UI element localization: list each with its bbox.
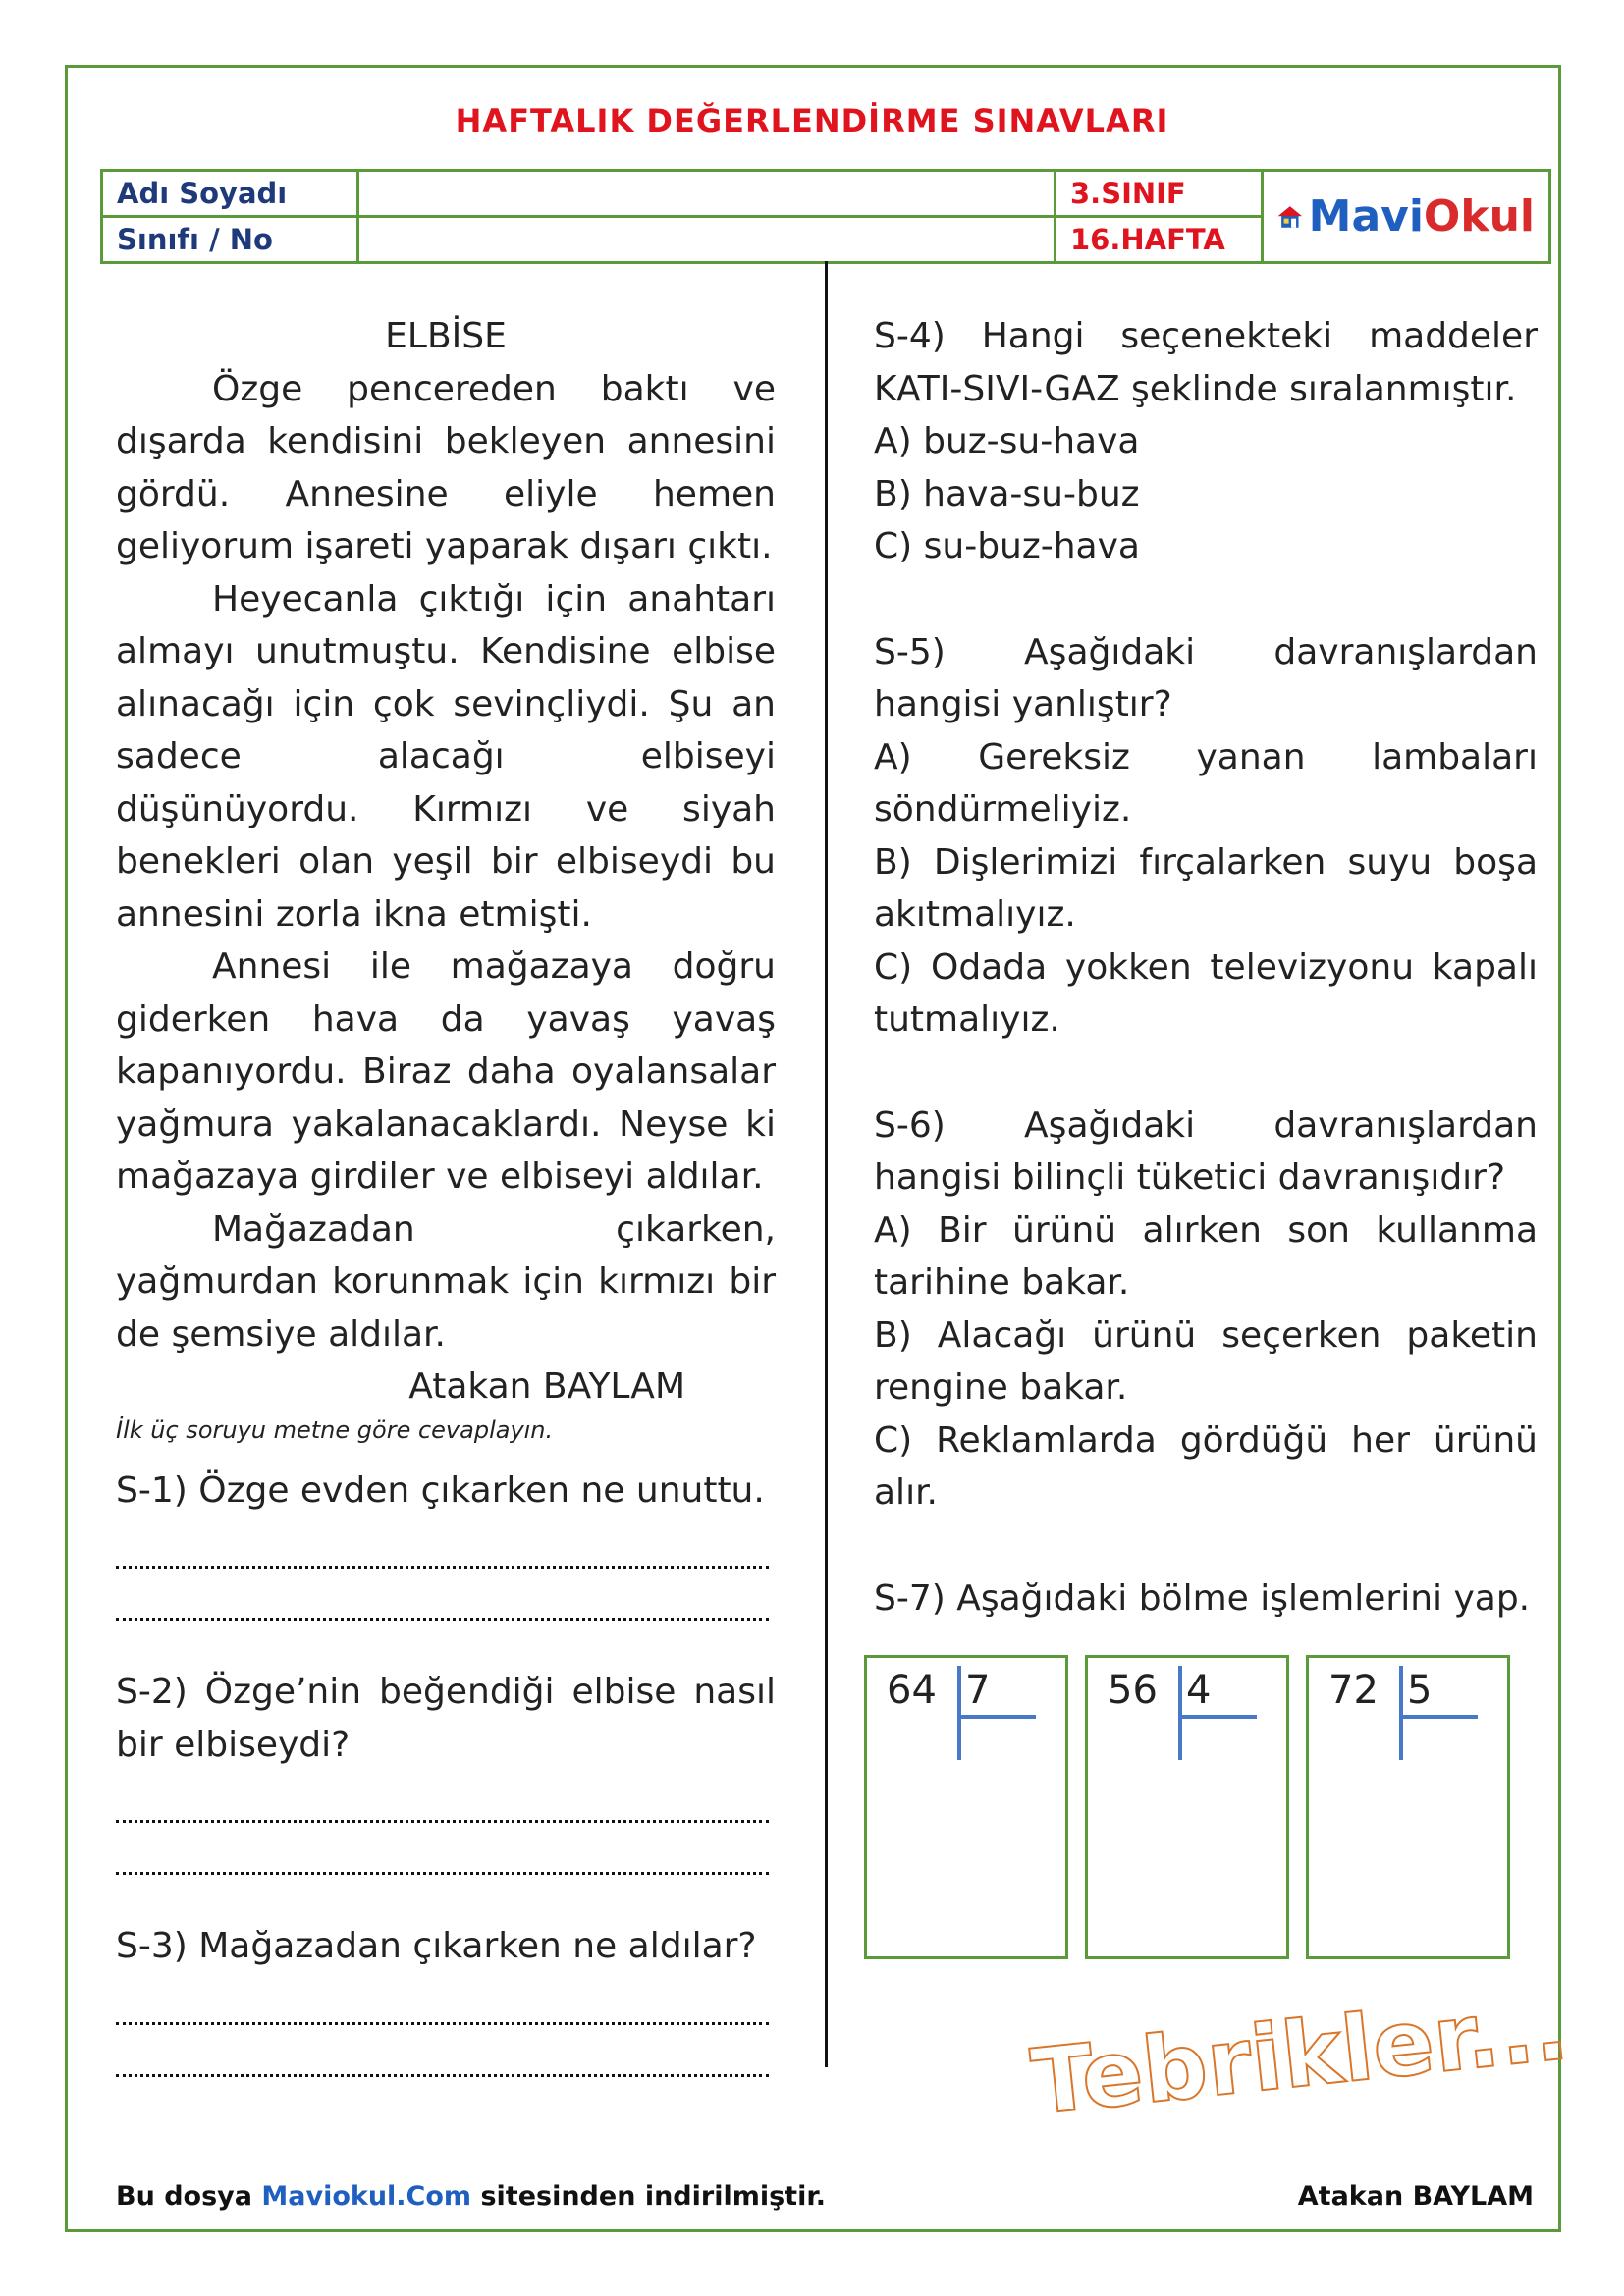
option-item[interactable]: B) Dişlerimizi fırçalarken suyu boşa akıtmalıyız. [874, 841, 1538, 934]
logo-cell [1263, 171, 1550, 263]
division-vertical-line [1178, 1666, 1182, 1760]
story-paragraph: Mağazadan çıkarken, yağmurdan korunmak için kırmızı bir de şemsiye aldılar. [116, 1208, 776, 1355]
option-item[interactable]: C) su-buz-hava [874, 526, 1140, 566]
question-2: S-2) Özge’nin beğendiği elbise nasıl bir elbiseydi? [116, 1672, 776, 1765]
story-paragraph: Heyecanla çıktığı için anahtarı almayı unutmuştu. Kendisine elbise alınacağı için çok sevinçliydi. Şu an sadece alacağı elbiseyi düşünüyordu. Kırmızı ve siyah benekleri olan yeşil bir elbiseydi bu annesini zorla ikna etmişti. [116, 578, 776, 934]
dividend: 72 [1328, 1668, 1379, 1713]
week-label: 16.HAFTA [1056, 217, 1263, 263]
question-6: S-6) Aşağıdaki davranışlardan hangisi bilinçli tüketici davranışıdır? [874, 1104, 1538, 1198]
page-title: HAFTALIK DEĞERLENDİRME SINAVLARI [455, 102, 1169, 139]
division-horizontal-line [1178, 1715, 1257, 1719]
story-title: ELBİSE [385, 316, 507, 356]
question-3: S-3) Mağazadan çıkarken ne aldılar? [116, 1926, 757, 1966]
house-icon [1277, 189, 1303, 244]
division-box[interactable] [1306, 1655, 1510, 1959]
divisor: 7 [965, 1668, 991, 1713]
answer-line[interactable] [116, 1823, 769, 1875]
option-item[interactable]: A) buz-su-hava [874, 421, 1140, 461]
option-item[interactable]: B) hava-su-buz [874, 473, 1140, 514]
name-label: Adı Soyadı [102, 171, 358, 217]
question-4: S-4) Hangi seçenekteki maddeler KATI-SIVI-GAZ şeklinde sıralanmıştır. [874, 316, 1538, 409]
maviokul-logo [1277, 189, 1535, 244]
footer-link[interactable]: Maviokul.Com [261, 2181, 472, 2212]
question-7: S-7) Aşağıdaki bölme işlemlerini yap. [874, 1577, 1531, 1619]
story-paragraph: Özge pencereden baktı ve dışarda kendisini bekleyen annesini gördü. Annesine eliyle hemen geliyorum işareti yaparak dışarı çıktı. [116, 368, 776, 566]
answer-line[interactable] [116, 1973, 769, 2025]
answer-line[interactable] [116, 1569, 769, 1621]
column-divider [825, 261, 828, 2067]
answer-line[interactable] [116, 2025, 769, 2077]
story-paragraph: Annesi ile mağazaya doğru giderken hava da yavaş yavaş kapanıyordu. Biraz daha oyalansalar yağmura yakalanacaklardı. Neyse ki mağazaya girdiler ve elbiseyi aldılar. [116, 946, 776, 1197]
footer-author: Atakan BAYLAM [1297, 2181, 1534, 2212]
division-vertical-line [1399, 1666, 1403, 1760]
division-horizontal-line [957, 1715, 1036, 1719]
answer-line[interactable] [116, 1517, 769, 1569]
division-box[interactable] [864, 1655, 1068, 1959]
dividend: 64 [887, 1668, 937, 1713]
left-column [116, 310, 776, 2077]
divisor: 5 [1407, 1668, 1433, 1713]
divisor: 4 [1186, 1668, 1212, 1713]
student-info-table [100, 169, 1551, 264]
logo-text: MaviOkul [1308, 191, 1535, 241]
class-label: Sınıfı / No [102, 217, 358, 263]
name-field[interactable] [358, 171, 1056, 217]
division-boxes [864, 1655, 1551, 1967]
grade-label: 3.SINIF [1056, 171, 1263, 217]
option-item[interactable]: A) Bir ürünü alırken son kullanma tarihine bakar. [874, 1209, 1538, 1303]
dividend: 56 [1108, 1668, 1158, 1713]
division-box[interactable] [1085, 1655, 1289, 1959]
question-5: S-5) Aşağıdaki davranışlardan hangisi yanlıştır? [874, 631, 1538, 724]
right-column [874, 310, 1538, 1625]
option-item[interactable]: A) Gereksiz yanan lambaları söndürmeliyiz. [874, 736, 1538, 829]
footer-source: Bu dosya Maviokul.Com sitesinden indirilmiştir. [116, 2181, 827, 2212]
answer-line[interactable] [116, 1771, 769, 1823]
class-field[interactable] [358, 217, 1056, 263]
story-author: Atakan BAYLAM [408, 1366, 685, 1407]
question-1: S-1) Özge evden çıkarken ne unuttu. [116, 1469, 765, 1511]
division-horizontal-line [1399, 1715, 1478, 1719]
instruction-hint: İlk üç soruyu metne göre cevaplayın. [116, 1415, 554, 1444]
congrats-text: Tebrikler... [1026, 1974, 1574, 2136]
option-item[interactable]: C) Odada yokken televizyonu kapalı tutmalıyız. [874, 946, 1538, 1040]
option-item[interactable]: B) Alacağı ürünü seçerken paketin rengine bakar. [874, 1314, 1538, 1408]
division-vertical-line [957, 1666, 961, 1760]
option-item[interactable]: C) Reklamlarda gördüğü her ürünü alır. [874, 1419, 1538, 1513]
